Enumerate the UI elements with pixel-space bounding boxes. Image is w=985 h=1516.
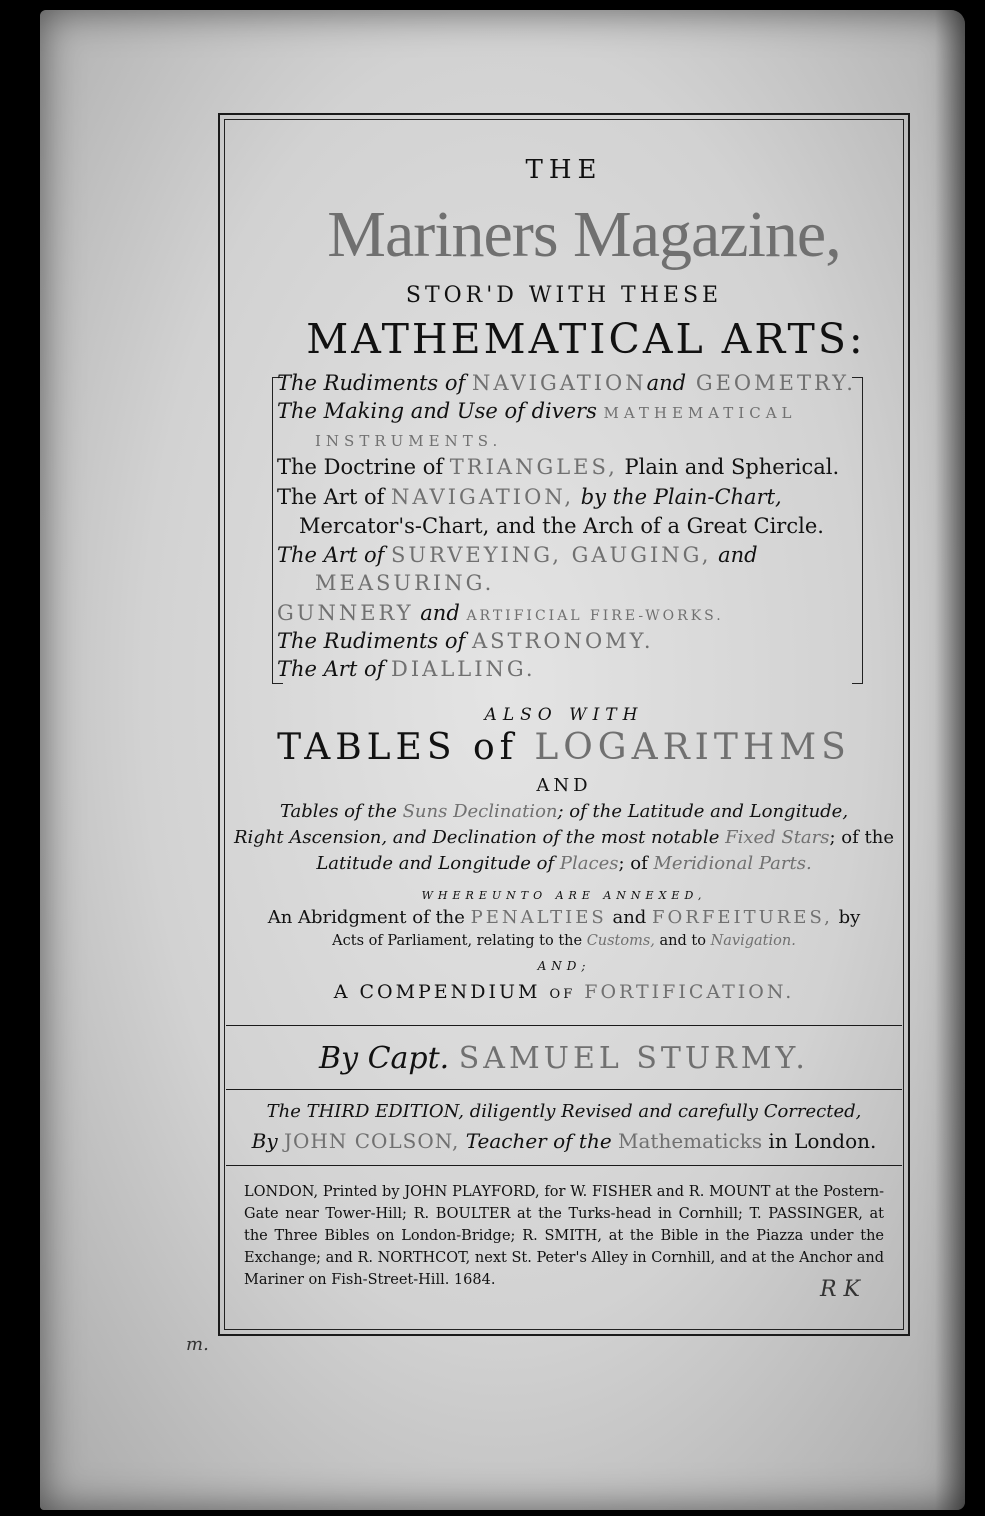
whereunto: WHEREUNTO ARE ANNEXED, <box>421 889 707 902</box>
edition-line-1: The THIRD EDITION, diligently Revised and carefully Corrected, <box>266 1101 862 1122</box>
contents-item: The Making and Use of divers MATHEMATICAL <box>277 399 797 423</box>
the-heading: THE <box>525 155 603 185</box>
stored-subtitle: STOR'D WITH THESE <box>405 283 723 308</box>
contents-item: The Doctrine of TRIANGLES, Plain and Spherical. <box>277 455 840 479</box>
contents-item: The Art of NAVIGATION, by the Plain-Chart, <box>277 485 782 509</box>
contents-item: The Rudiments of NAVIGATIONand GEOMETRY. <box>277 371 856 395</box>
contents-item: The Art of DIALLING. <box>277 657 536 681</box>
abridgment-line-2: Acts of Parliament, relating to the Customs, and to Navigation. <box>332 933 796 949</box>
and-heading: AND <box>536 775 592 796</box>
tables-desc-line-2: Right Ascension, and Declination of the most notable Fixed Stars; of the <box>233 827 895 848</box>
main-title: Mariners Magazine, <box>327 198 841 271</box>
imprint: LONDON, Printed by JOHN PLAYFORD, for W. FISHER and R. MOUNT at the Postern-Gate near Tower-Hill; R. BOULTER at the Turks-head in Cornhill; T. PASSINGER, at the Three Bibles on London-Bridge; R. SMITH, at the Bible in the Piazza under the Exchange; and R. NORTHCOT, next St. Peter's Alley in Cornhill, and at the Anchor and Mariner on Fish-Street-Hill. 1684. <box>244 1184 884 1288</box>
contents-item: MEASURING. <box>315 571 495 595</box>
contents-item: Mercator's-Chart, and the Arch of a Great Circle. <box>299 514 824 538</box>
contents-item: INSTRUMENTS. <box>315 432 503 450</box>
handwritten-mark: m. <box>186 1334 209 1355</box>
handwritten-initials: R K <box>820 1277 860 1302</box>
book-page <box>40 10 965 1510</box>
also-with: ALSO WITH <box>484 705 644 725</box>
contents-item: GUNNERY and ARTIFICIAL FIRE-WORKS. <box>277 601 724 625</box>
rule-1 <box>226 1025 902 1026</box>
right-brace <box>852 377 863 684</box>
edition-line-2: By JOHN COLSON, Teacher of the Mathematicks in London. <box>251 1129 877 1153</box>
tables-desc-line-3: Latitude and Longitude of Places; of Meridional Parts. <box>316 853 812 874</box>
contents-item: The Rudiments of ASTRONOMY. <box>277 629 654 653</box>
tables-heading: TABLES of LOGARITHMS <box>277 727 851 768</box>
compendium-line: A COMPENDIUM of FORTIFICATION. <box>333 981 795 1003</box>
rule-3 <box>226 1165 902 1166</box>
author-line: By Capt. SAMUEL STURMY. <box>319 1041 809 1076</box>
arts-heading: MATHEMATICAL ARTS: <box>306 315 866 363</box>
rule-2 <box>226 1089 902 1090</box>
abridgment-line-1: An Abridgment of the PENALTIES and FORFEITURES, by <box>267 907 861 928</box>
title-frame <box>218 113 910 1336</box>
and-semicolon: AND; <box>537 959 591 973</box>
contents-item: The Art of SURVEYING, GAUGING, and <box>277 543 758 567</box>
tables-desc-line-1: Tables of the Suns Declination; of the Latitude and Longitude, <box>279 801 849 822</box>
